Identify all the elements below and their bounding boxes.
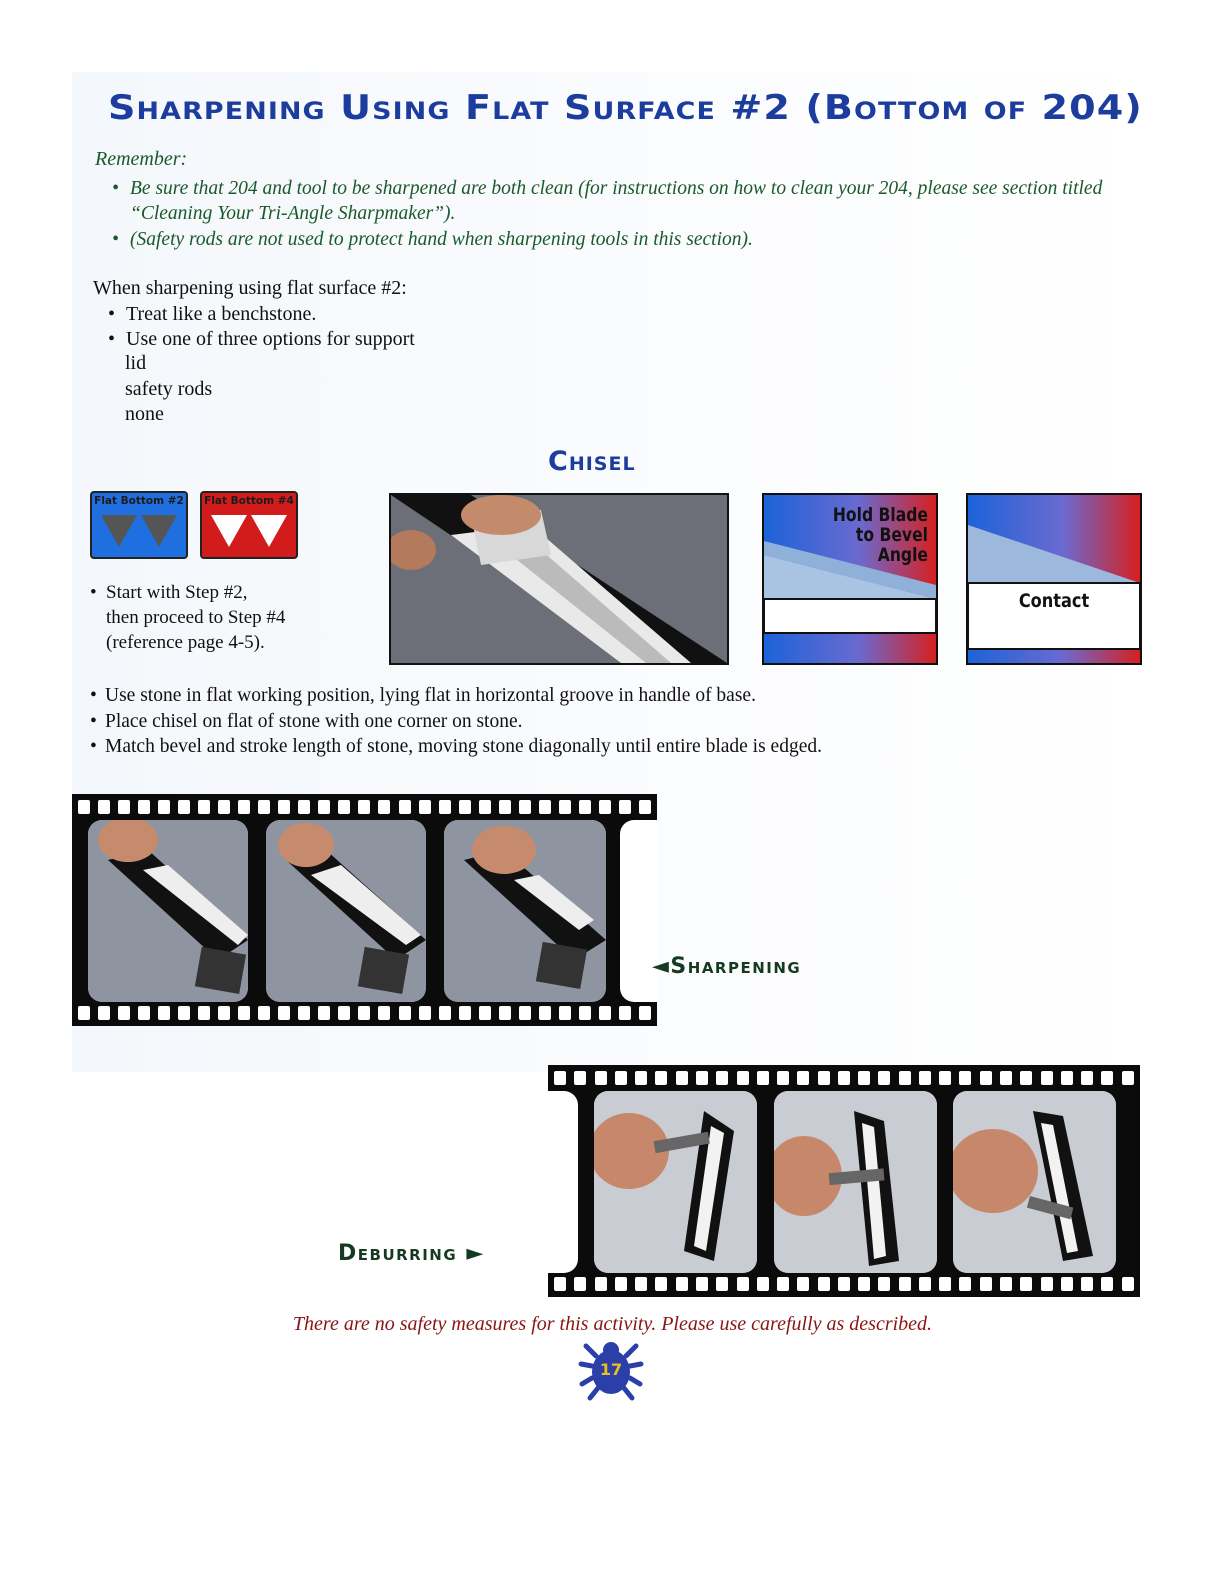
deburring-film-strip xyxy=(548,1065,1140,1297)
step-note-line: Start with Step #2, xyxy=(106,582,248,603)
step-note xyxy=(90,580,285,655)
remember-item: • (Safety rods are not used to protect hand when sharpening tools in this section). xyxy=(112,227,1122,252)
triangle-icon xyxy=(99,511,179,551)
when-item: • Use one of three options for support xyxy=(108,327,415,352)
instruction-item: • Match bevel and stroke length of stone, moving stone diagonally until entire blade is edged. xyxy=(90,734,822,760)
film-perforations xyxy=(548,1277,1140,1291)
flat-bottom-2-badge xyxy=(90,491,188,559)
bevel-text-line: to Bevel xyxy=(855,524,928,546)
contact-diagram-graphic xyxy=(968,495,1140,663)
support-option: lid xyxy=(125,352,147,374)
chisel-photo xyxy=(389,493,729,665)
chisel-heading: Chisel xyxy=(548,446,636,477)
remember-heading: Remember: xyxy=(95,148,188,170)
frame-image xyxy=(266,820,426,1002)
film-perforations xyxy=(72,1006,657,1020)
support-option: safety rods xyxy=(125,377,213,400)
support-option: none xyxy=(125,403,164,425)
instruction-item: • Use stone in flat working position, lying flat in horizontal groove in handle of base. xyxy=(90,683,822,709)
bevel-text-line: Hold Blade xyxy=(832,504,928,526)
frame-image xyxy=(88,820,248,1002)
bevel-angle-diagram xyxy=(762,493,938,665)
step-note-line: then proceed to Step #4 xyxy=(106,607,286,628)
badge-label: Flat Bottom #2 xyxy=(94,495,184,507)
deburring-frame-2 xyxy=(774,1091,937,1273)
film-perforations xyxy=(72,800,657,814)
contact-label: Contact xyxy=(1018,590,1090,612)
page-title: Sharpening Using Flat Surface #2 (Bottom of 204) xyxy=(108,88,1143,128)
when-item: • Treat like a benchstone. xyxy=(108,302,415,327)
badge-label: Flat Bottom #4 xyxy=(204,495,294,507)
safety-footer-note: There are no safety measures for this activity. Please use carefully as described. xyxy=(292,1313,933,1335)
deburring-frame-3 xyxy=(953,1091,1116,1273)
bevel-text-line: Angle xyxy=(877,544,928,566)
page-number: 17 xyxy=(599,1360,623,1379)
sharpening-frame-3 xyxy=(444,820,606,1002)
instruction-list xyxy=(90,683,822,760)
instruction-item: • Place chisel on flat of stone with one corner on stone. xyxy=(90,709,822,735)
film-perforations xyxy=(548,1071,1140,1085)
support-options xyxy=(125,351,212,428)
when-intro: When sharpening using flat surface #2: xyxy=(93,277,407,299)
sharpening-film-strip xyxy=(72,794,657,1026)
remember-list xyxy=(112,176,1122,253)
step-note-text xyxy=(90,580,285,655)
remember-item: • Be sure that 204 and tool to be sharpened are both clean (for instructions on how to clean your 204, please see section titled “Cleaning Your Tri-Angle Sharpmaker”). xyxy=(112,176,1122,226)
sharpening-frame-1 xyxy=(88,820,248,1002)
step-note-line: (reference page 4-5). xyxy=(106,632,265,653)
frame-image xyxy=(774,1091,937,1273)
spyderco-logo-icon xyxy=(578,1336,644,1402)
chisel-photo-image xyxy=(391,495,727,663)
contact-diagram xyxy=(966,493,1142,665)
triangle-icon xyxy=(209,511,289,551)
frame-image xyxy=(953,1091,1116,1273)
flat-bottom-4-badge xyxy=(200,491,298,559)
sharpening-frame-2 xyxy=(266,820,426,1002)
film-end-gap xyxy=(548,1091,578,1273)
frame-image xyxy=(594,1091,757,1273)
bevel-diagram-text xyxy=(833,505,928,565)
sharpening-label: ◄Sharpening xyxy=(652,954,802,979)
deburring-frame-1 xyxy=(594,1091,757,1273)
when-list xyxy=(108,302,415,352)
frame-image xyxy=(444,820,606,1002)
deburring-label: Deburring ► xyxy=(338,1241,485,1266)
